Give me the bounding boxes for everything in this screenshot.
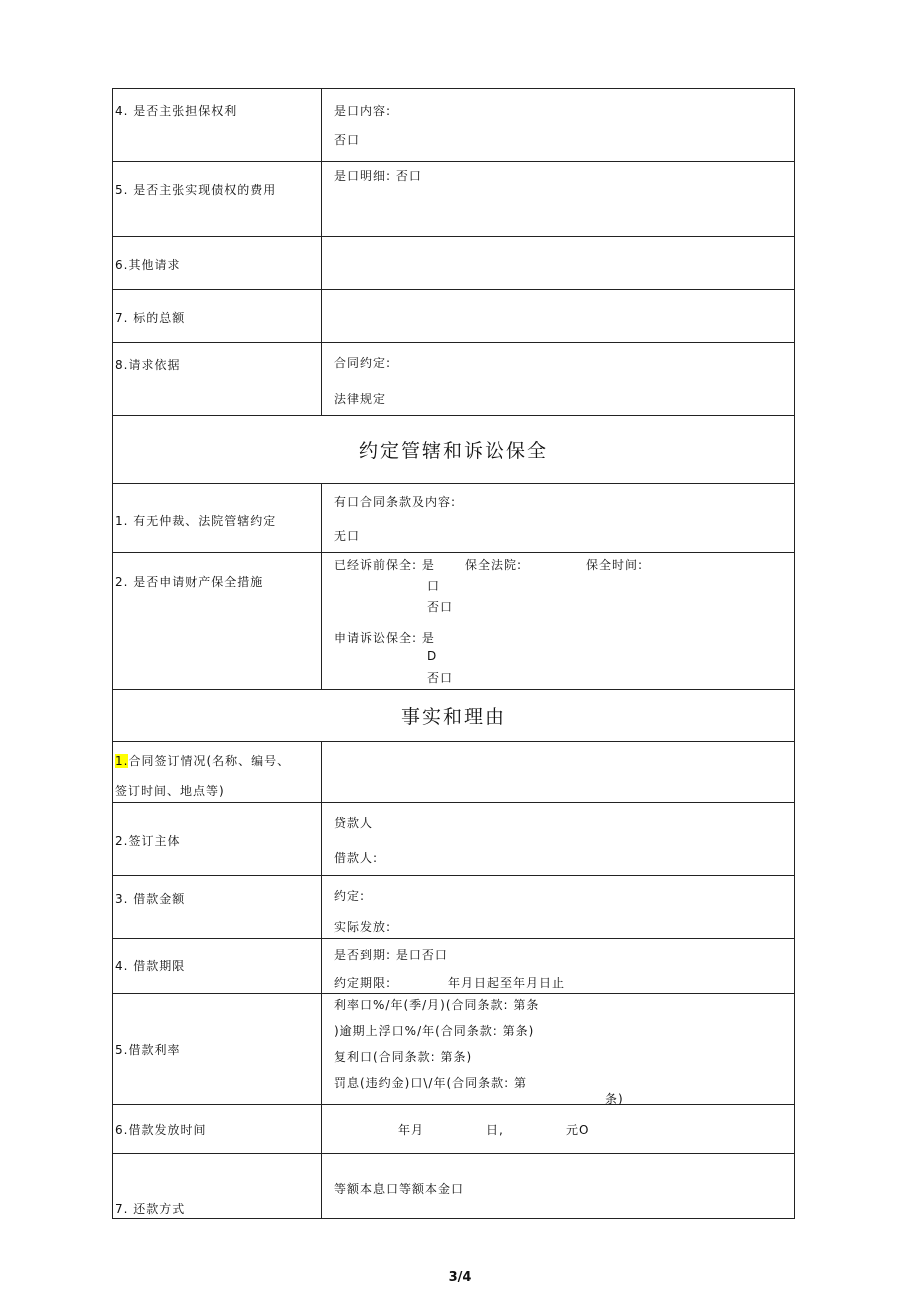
date-day: 日, [486, 1123, 504, 1137]
row-value: 条) [605, 1092, 624, 1106]
row-value: 否口 [427, 600, 454, 614]
table-row [113, 237, 795, 290]
row-value: )逾期上浮口%/年(合同条款: 第条) [334, 1024, 535, 1038]
row-value: 否口 [334, 133, 361, 147]
date-year-month: 年月 [398, 1123, 425, 1137]
table-row [113, 1105, 795, 1154]
table-row [113, 994, 795, 1105]
table-row [113, 484, 795, 553]
table-row [113, 416, 795, 484]
row-label: 8.请求依据 [115, 358, 181, 372]
row-label: 6.其他请求 [115, 258, 181, 272]
row-value: 保全法院: [465, 558, 523, 572]
row-value: 贷款人 [334, 816, 374, 830]
row-label: 5.借款利率 [115, 1043, 181, 1057]
row-value: 是口内容: [334, 104, 392, 118]
row-value: 约定: [334, 889, 366, 903]
table-row [113, 162, 795, 237]
row-value: 利率口%/年(季/月)(合同条款: 第条 [334, 998, 540, 1012]
row-value: 有口合同条款及内容: [334, 495, 457, 509]
row-value: 是口明细: 否口 [334, 169, 422, 183]
page-number: 3/4 [448, 1270, 472, 1285]
amount-unit: 元O [566, 1123, 590, 1137]
row-label: 1. 有无仲裁、法院管辖约定 [115, 514, 277, 528]
highlighted-number: 1. [115, 754, 129, 768]
row-value: 合同约定: [334, 356, 392, 370]
form-table [112, 88, 795, 1219]
row-label: 2.签订主体 [115, 834, 181, 848]
table-row [113, 876, 795, 939]
checkbox-glyph: 口 [427, 579, 440, 593]
row-label: 6.借款发放时间 [115, 1123, 207, 1137]
table-row [113, 1154, 795, 1219]
checkbox-glyph: D [427, 649, 437, 663]
section-title: 事实和理由 [113, 690, 795, 742]
row-label: 3. 借款金额 [115, 892, 186, 906]
table-row [113, 939, 795, 994]
section-title: 约定管辖和诉讼保全 [113, 416, 795, 484]
row-value: 等额本息口等额本金口 [334, 1182, 465, 1196]
row-value: 法律规定 [334, 392, 387, 406]
row-value: 已经诉前保全: 是 [334, 558, 435, 572]
row-label: 7. 还款方式 [115, 1202, 186, 1216]
table-row [113, 553, 795, 690]
table-row [113, 803, 795, 876]
row-value: 无口 [334, 529, 361, 543]
table-row [113, 290, 795, 343]
row-value: 借款人: [334, 851, 379, 865]
row-value: 约定期限: [334, 976, 392, 990]
row-label: 合同签订情况(名称、编号、 [128, 754, 291, 768]
row-value: 年月日起至年月日止 [448, 976, 566, 990]
row-value: 是否到期: 是口否口 [334, 948, 448, 962]
table-row [113, 343, 795, 416]
row-label: 4. 是否主张担保权利 [115, 104, 238, 118]
row-label: 4. 借款期限 [115, 959, 186, 973]
row-label: 2. 是否申请财产保全措施 [115, 575, 264, 589]
row-value: 否口 [427, 671, 454, 685]
table-row [113, 742, 795, 803]
row-label: 5. 是否主张实现债权的费用 [115, 183, 277, 197]
table-row [113, 89, 795, 162]
row-value: 申请诉讼保全: 是 [334, 631, 435, 645]
row-value: 复利口(合同条款: 第条) [334, 1050, 473, 1064]
row-label: 7. 标的总额 [115, 311, 186, 325]
table-row [113, 690, 795, 742]
row-value: 罚息(违约金)口\/年(合同条款: 第 [334, 1076, 527, 1090]
row-value: 实际发放: [334, 920, 392, 934]
row-label: 签订时间、地点等) [115, 784, 225, 798]
row-value: 保全时间: [586, 558, 644, 572]
